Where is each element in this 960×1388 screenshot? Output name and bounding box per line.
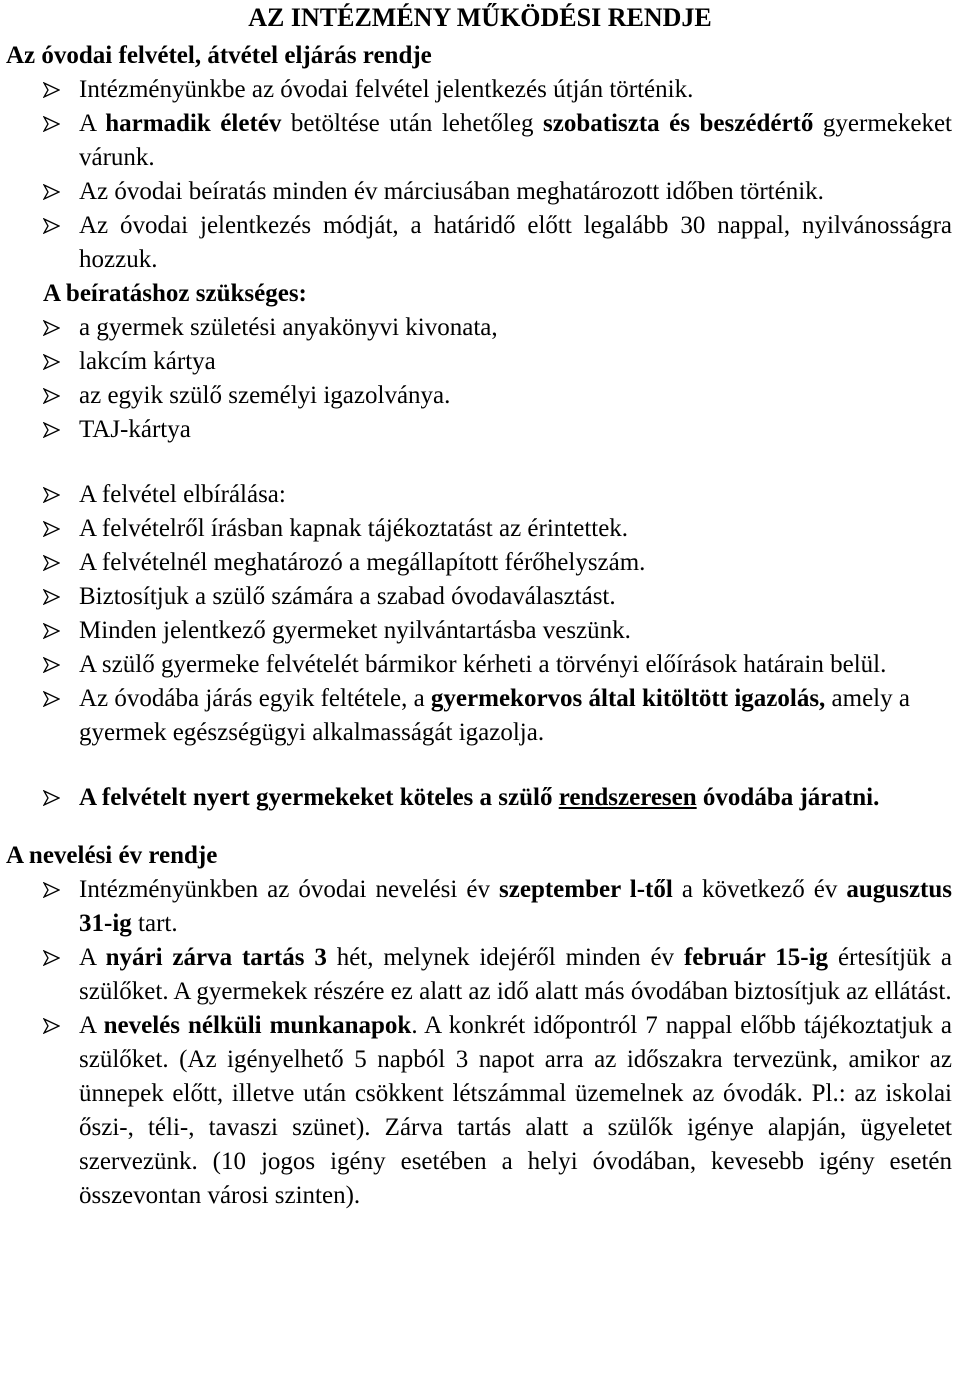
- text-segment: Intézményünkben az óvodai nevelési év: [79, 876, 500, 903]
- list-item: [0, 413, 960, 447]
- arrow-bullet-icon: [43, 218, 60, 234]
- arrow-bullet-icon: [43, 790, 60, 806]
- text-segment: A felvétel elbírálása:: [79, 481, 286, 508]
- attendance-obligation-list: [0, 781, 960, 815]
- text-segment: gyermekorvos által kitöltött igazolás,: [430, 685, 826, 712]
- arrow-bullet-icon: [43, 422, 60, 438]
- list-item: [0, 73, 960, 107]
- text-segment: értesítjük a szülőket. A gyermekek részére ez alatt az idő alatt más óvodában biztosítjuk az ellátást.: [79, 944, 952, 1005]
- text-segment: Az óvodai beíratás minden év márciusában meghatározott időben történik.: [79, 178, 824, 205]
- list-item: [0, 546, 960, 580]
- arrow-bullet-icon: [43, 555, 60, 571]
- list-item: [0, 1009, 960, 1213]
- text-segment: a következő év: [672, 876, 847, 903]
- enrollment-requirements-heading: A beíratáshoz szükséges:: [43, 280, 307, 307]
- section-heading-school-year: A nevelési év rendje: [6, 842, 218, 869]
- enrollment-requirements-list: [0, 311, 960, 447]
- list-item: [0, 512, 960, 546]
- list-item: [0, 781, 960, 815]
- text-segment: amely a gyermek egészségügyi alkalmasságát igazolja.: [79, 685, 910, 746]
- list-item: [0, 941, 960, 1009]
- spacer: [0, 447, 960, 478]
- arrow-bullet-icon: [43, 882, 60, 898]
- text-segment: a gyermek születési anyakönyvi kivonata,: [79, 314, 498, 341]
- text-segment: A szülő gyermeke felvételét bármikor kérheti a törvényi előírások határain belül.: [79, 651, 887, 678]
- arrow-bullet-icon: [43, 691, 60, 707]
- text-segment: nyári zárva tartás 3: [105, 944, 327, 971]
- text-segment: augusztus 31-ig: [79, 876, 952, 937]
- text-segment: szobatiszta és beszédértő: [543, 110, 814, 137]
- list-item: [0, 379, 960, 413]
- text-segment: A: [79, 944, 106, 971]
- arrow-bullet-icon: [43, 354, 60, 370]
- arrow-bullet-icon: [43, 623, 60, 639]
- text-segment: Intézményünkbe az óvodai felvétel jelentkezés útján történik.: [79, 76, 694, 103]
- text-segment: Biztosítjuk a szülő számára a szabad óvodaválasztást.: [79, 583, 616, 610]
- text-segment: az egyik szülő személyi igazolványa.: [79, 382, 451, 409]
- arrow-bullet-icon: [43, 320, 60, 336]
- list-item: [0, 345, 960, 379]
- admission-procedure-list: [0, 73, 960, 277]
- text-segment: lakcím kártya: [79, 348, 216, 375]
- text-segment: nevelés nélküli munkanapok: [103, 1012, 412, 1039]
- school-year-list: [0, 873, 960, 1213]
- text-segment: harmadik életév: [105, 110, 282, 137]
- arrow-bullet-icon: [43, 116, 60, 132]
- text-segment: szeptember l-től: [499, 876, 673, 903]
- arrow-bullet-icon: [43, 657, 60, 673]
- list-item: [0, 175, 960, 209]
- text-segment: betöltése után lehetőleg: [281, 110, 543, 137]
- text-segment: Minden jelentkező gyermeket nyilvántartásba veszünk.: [79, 617, 631, 644]
- list-item: [0, 614, 960, 648]
- section-heading-admission: Az óvodai felvétel, átvétel eljárás rendje: [6, 42, 432, 69]
- list-item: [0, 107, 960, 175]
- arrow-bullet-icon: [43, 388, 60, 404]
- text-segment: A felvételnél meghatározó a megállapított férőhelyszám.: [79, 549, 646, 576]
- text-segment: A felvételről írásban kapnak tájékoztatást az érintettek.: [79, 515, 629, 542]
- list-item: [0, 209, 960, 277]
- arrow-bullet-icon: [43, 487, 60, 503]
- arrow-bullet-icon: [43, 1018, 60, 1034]
- list-item: [0, 873, 960, 941]
- document-title: AZ INTÉZMÉNY MŰKÖDÉSI RENDJE: [248, 3, 712, 32]
- text-segment: TAJ-kártya: [79, 416, 191, 443]
- text-segment: gyermekeket várunk.: [79, 110, 952, 171]
- list-item: [0, 580, 960, 614]
- spacer: [0, 750, 960, 781]
- list-item: [0, 478, 960, 512]
- text-segment: hét, melynek idejéről minden év: [326, 944, 684, 971]
- text-segment: február 15-ig: [683, 944, 829, 971]
- spacer: [0, 815, 960, 839]
- text-segment: . A konkrét időpontról 7 nappal előbb tájékoztatjuk a szülőket. (Az igényelhető 5 napból 3 napot arra az időszakra tervezünk, amikor az ünnepek előtt, illetve után csökkent létszámmal üzemelnek az óvodák. Pl.: az iskolai őszi-, téli-, tavaszi szünet). Zárva tartás alatt a szülők igénye alapján, ügyeletet szervezünk. (10 jogos igény esetében a helyi óvodában, kevesebb igény esetén összevontan városi szinten).: [79, 1012, 952, 1209]
- arrow-bullet-icon: [43, 82, 60, 98]
- list-item: [0, 311, 960, 345]
- admission-decision-list: [0, 478, 960, 750]
- text-segment: A: [79, 110, 106, 137]
- text-segment: A felvételt nyert gyermekeket köteles a szülő: [79, 784, 559, 811]
- arrow-bullet-icon: [43, 184, 60, 200]
- text-segment: Az óvodába járás egyik feltétele, a: [79, 685, 431, 712]
- text-segment: A: [79, 1012, 104, 1039]
- list-item: [0, 682, 960, 750]
- list-item: [0, 648, 960, 682]
- arrow-bullet-icon: [43, 950, 60, 966]
- text-segment: tart.: [131, 910, 178, 937]
- text-segment: óvodába járatni.: [696, 784, 880, 811]
- arrow-bullet-icon: [43, 521, 60, 537]
- text-segment: Az óvodai jelentkezés módját, a határidő előtt legalább 30 nappal, nyilvánosságra hozzuk.: [79, 212, 952, 273]
- arrow-bullet-icon: [43, 589, 60, 605]
- text-segment: rendszeresen: [558, 784, 697, 811]
